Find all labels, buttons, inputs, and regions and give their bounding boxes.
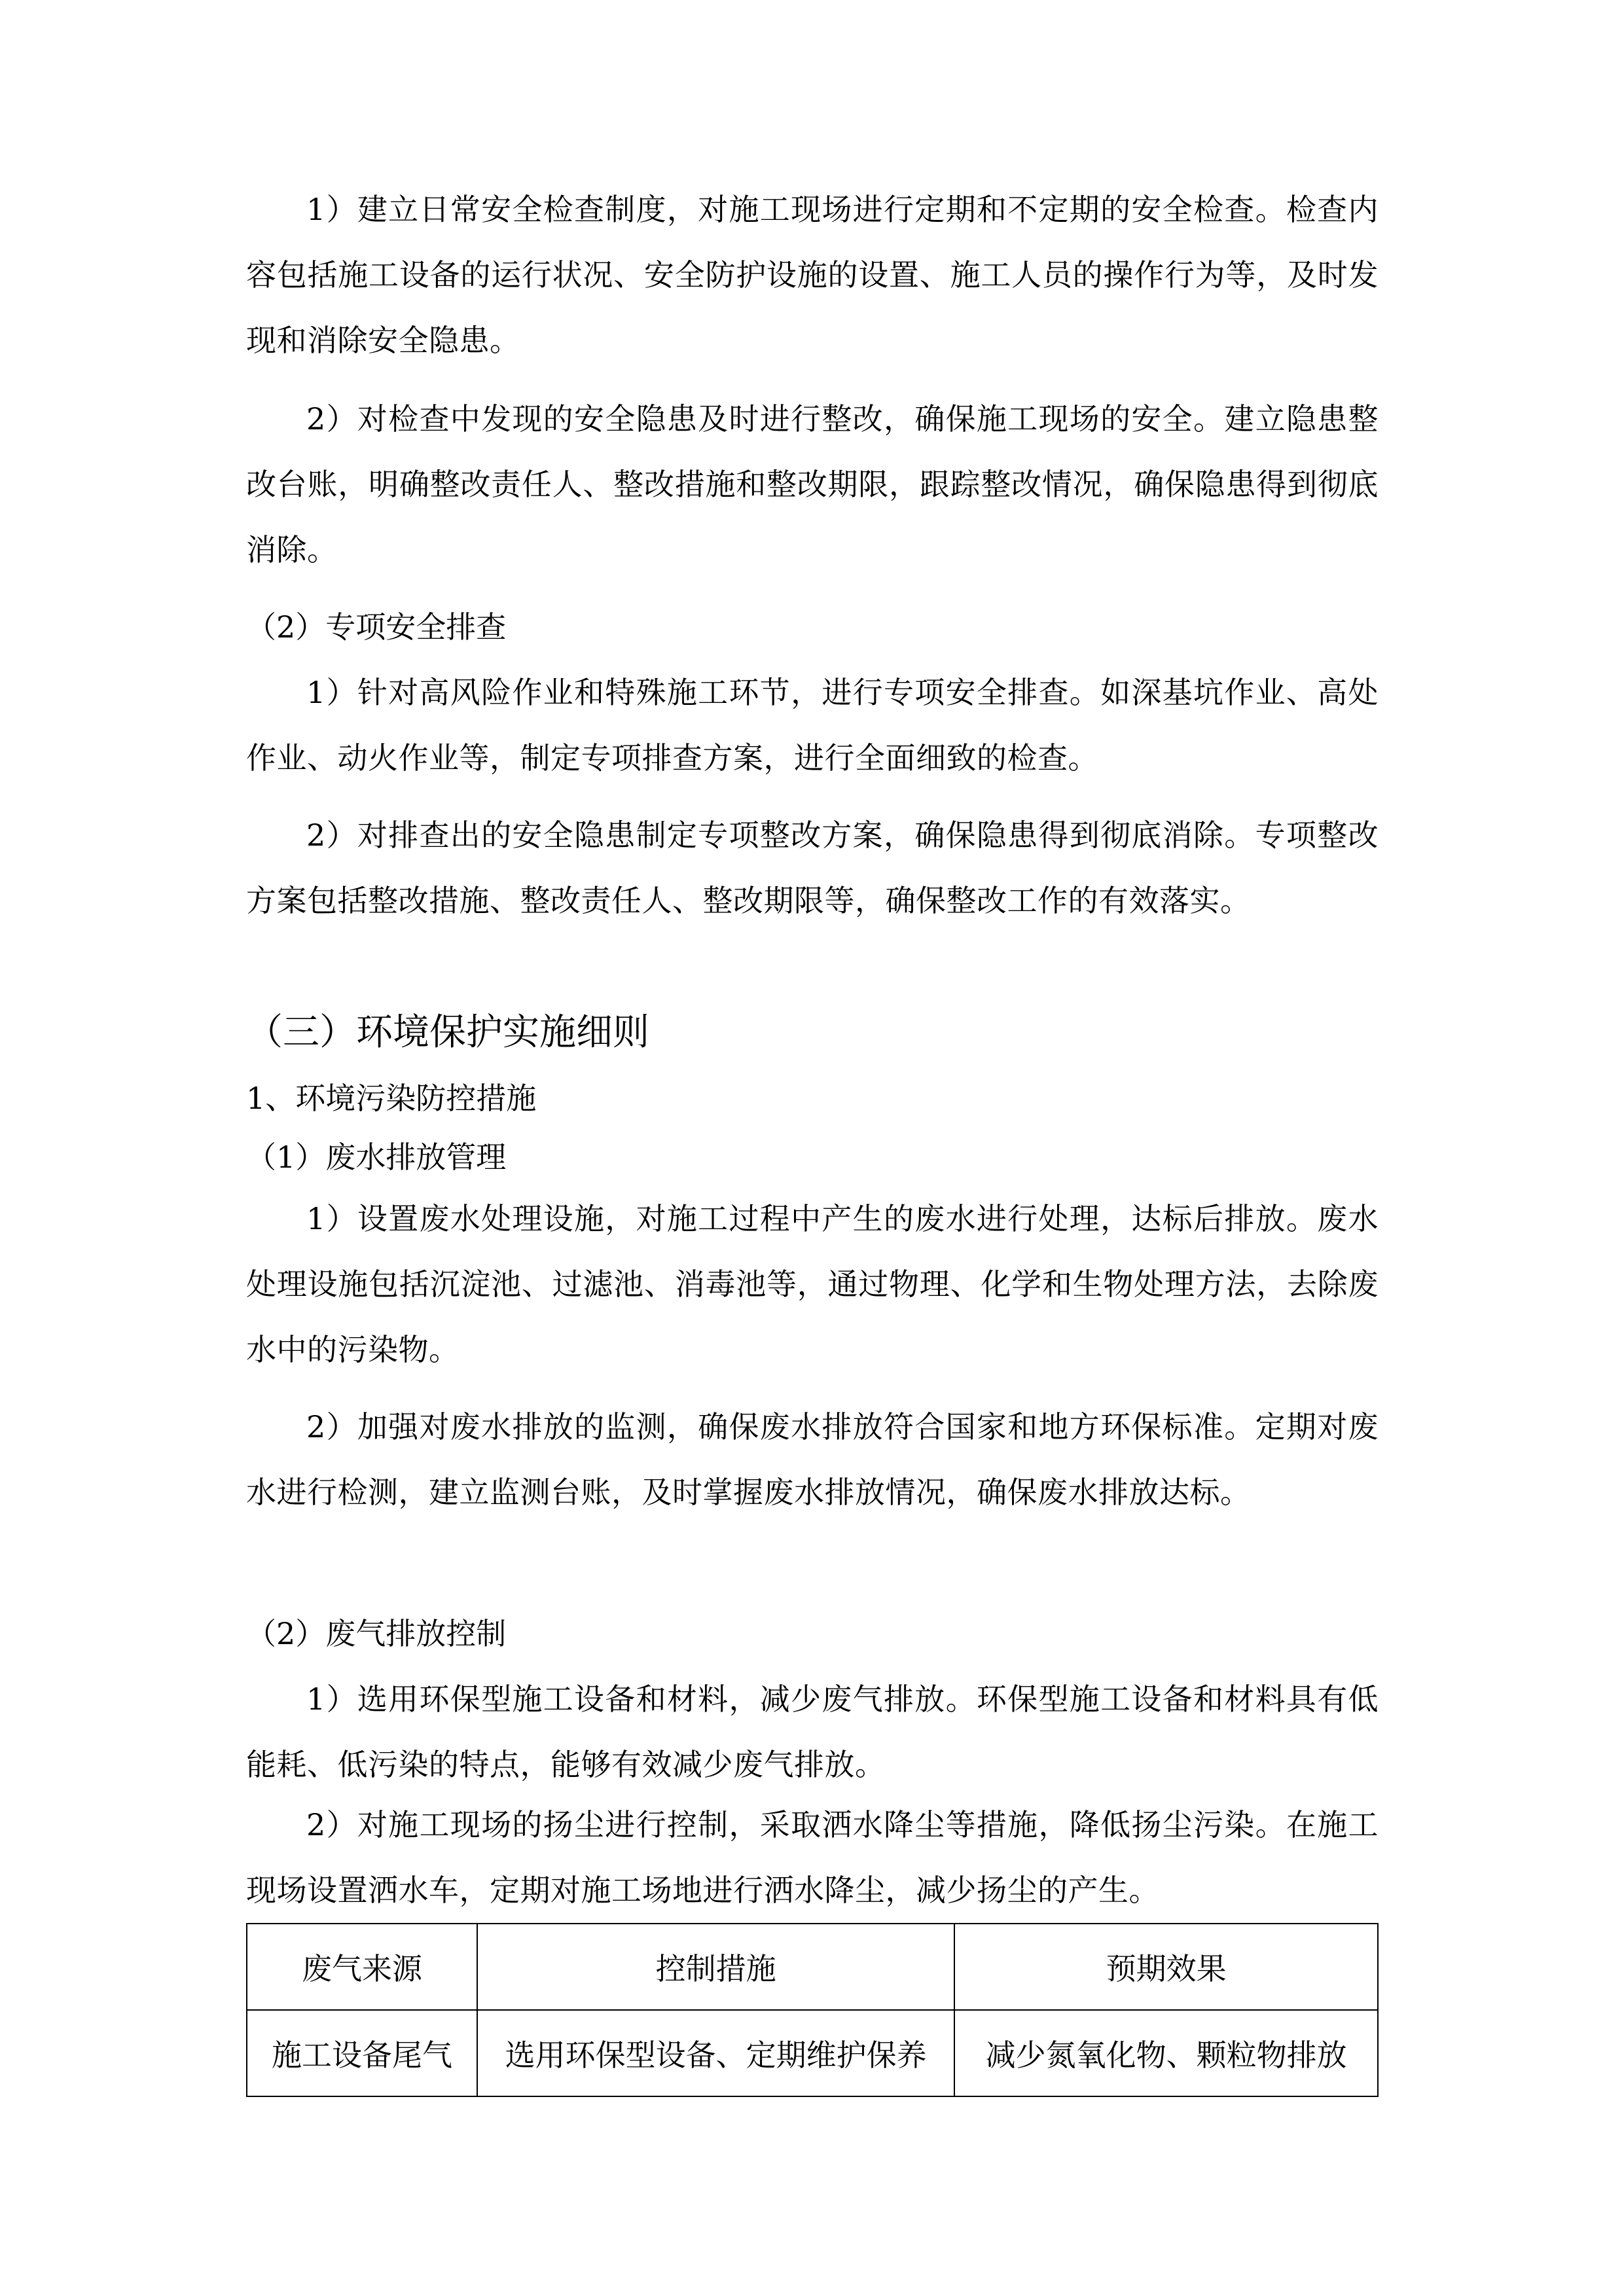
exhaust-control-table — [246, 1923, 1379, 2097]
section-heading-environment: （三）环境保护实施细则 — [246, 1011, 649, 1054]
table-row — [247, 2010, 1378, 2096]
table-header-cell: 预期效果 — [954, 1924, 1378, 2010]
heading-pollution-control: 1、环境污染防控措施 — [246, 1081, 537, 1116]
table-cell: 选用环保型设备、定期维护保养 — [477, 2010, 954, 2096]
paragraph-special-inspection-1: 1）针对高风险作业和特殊施工环节，进行专项安全排查。如深基坑作业、高处作业、动火作业等，制定专项排查方案，进行全面细致的检查。 — [246, 675, 1379, 776]
paragraph-rectification: 2）对检查中发现的安全隐患及时进行整改，确保施工现场的安全。建立隐患整改台账，明确整改责任人、整改措施和整改期限，跟踪整改情况，确保隐患得到彻底消除。 — [246, 401, 1379, 567]
heading-exhaust-gas: （2）废气排放控制 — [246, 1616, 507, 1651]
paragraph-wastewater-1: 1）设置废水处理设施，对施工过程中产生的废水进行处理，达标后排放。废水处理设施包括沉淀池、过滤池、消毒池等，通过物理、化学和生物处理方法，去除废水中的污染物。 — [246, 1201, 1379, 1367]
table-header-row — [247, 1924, 1378, 2010]
table-header-cell: 控制措施 — [477, 1924, 954, 2010]
heading-special-inspection: （2）专项安全排查 — [246, 609, 507, 645]
table-header-cell: 废气来源 — [247, 1924, 477, 2010]
paragraph-daily-inspection: 1）建立日常安全检查制度，对施工现场进行定期和不定期的安全检查。检查内容包括施工设备的运行状况、安全防护设施的设置、施工人员的操作行为等，及时发现和消除安全隐患。 — [246, 192, 1379, 358]
paragraph-exhaust-gas-2: 2）对施工现场的扬尘进行控制，采取洒水降尘等措施，降低扬尘污染。在施工现场设置洒水车，定期对施工场地进行洒水降尘，减少扬尘的产生。 — [246, 1807, 1379, 1908]
table-cell: 施工设备尾气 — [247, 2010, 477, 2096]
table-cell: 减少氮氧化物、颗粒物排放 — [954, 2010, 1378, 2096]
paragraph-wastewater-2: 2）加强对废水排放的监测，确保废水排放符合国家和地方环保标准。定期对废水进行检测，建立监测台账，及时掌握废水排放情况，确保废水排放达标。 — [246, 1409, 1379, 1510]
heading-wastewater: （1）废水排放管理 — [246, 1139, 507, 1175]
paragraph-exhaust-gas-1: 1）选用环保型施工设备和材料，减少废气排放。环保型施工设备和材料具有低能耗、低污染的特点，能够有效减少废气排放。 — [246, 1681, 1379, 1782]
paragraph-special-inspection-2: 2）对排查出的安全隐患制定专项整改方案，确保隐患得到彻底消除。专项整改方案包括整改措施、整改责任人、整改期限等，确保整改工作的有效落实。 — [246, 817, 1379, 918]
